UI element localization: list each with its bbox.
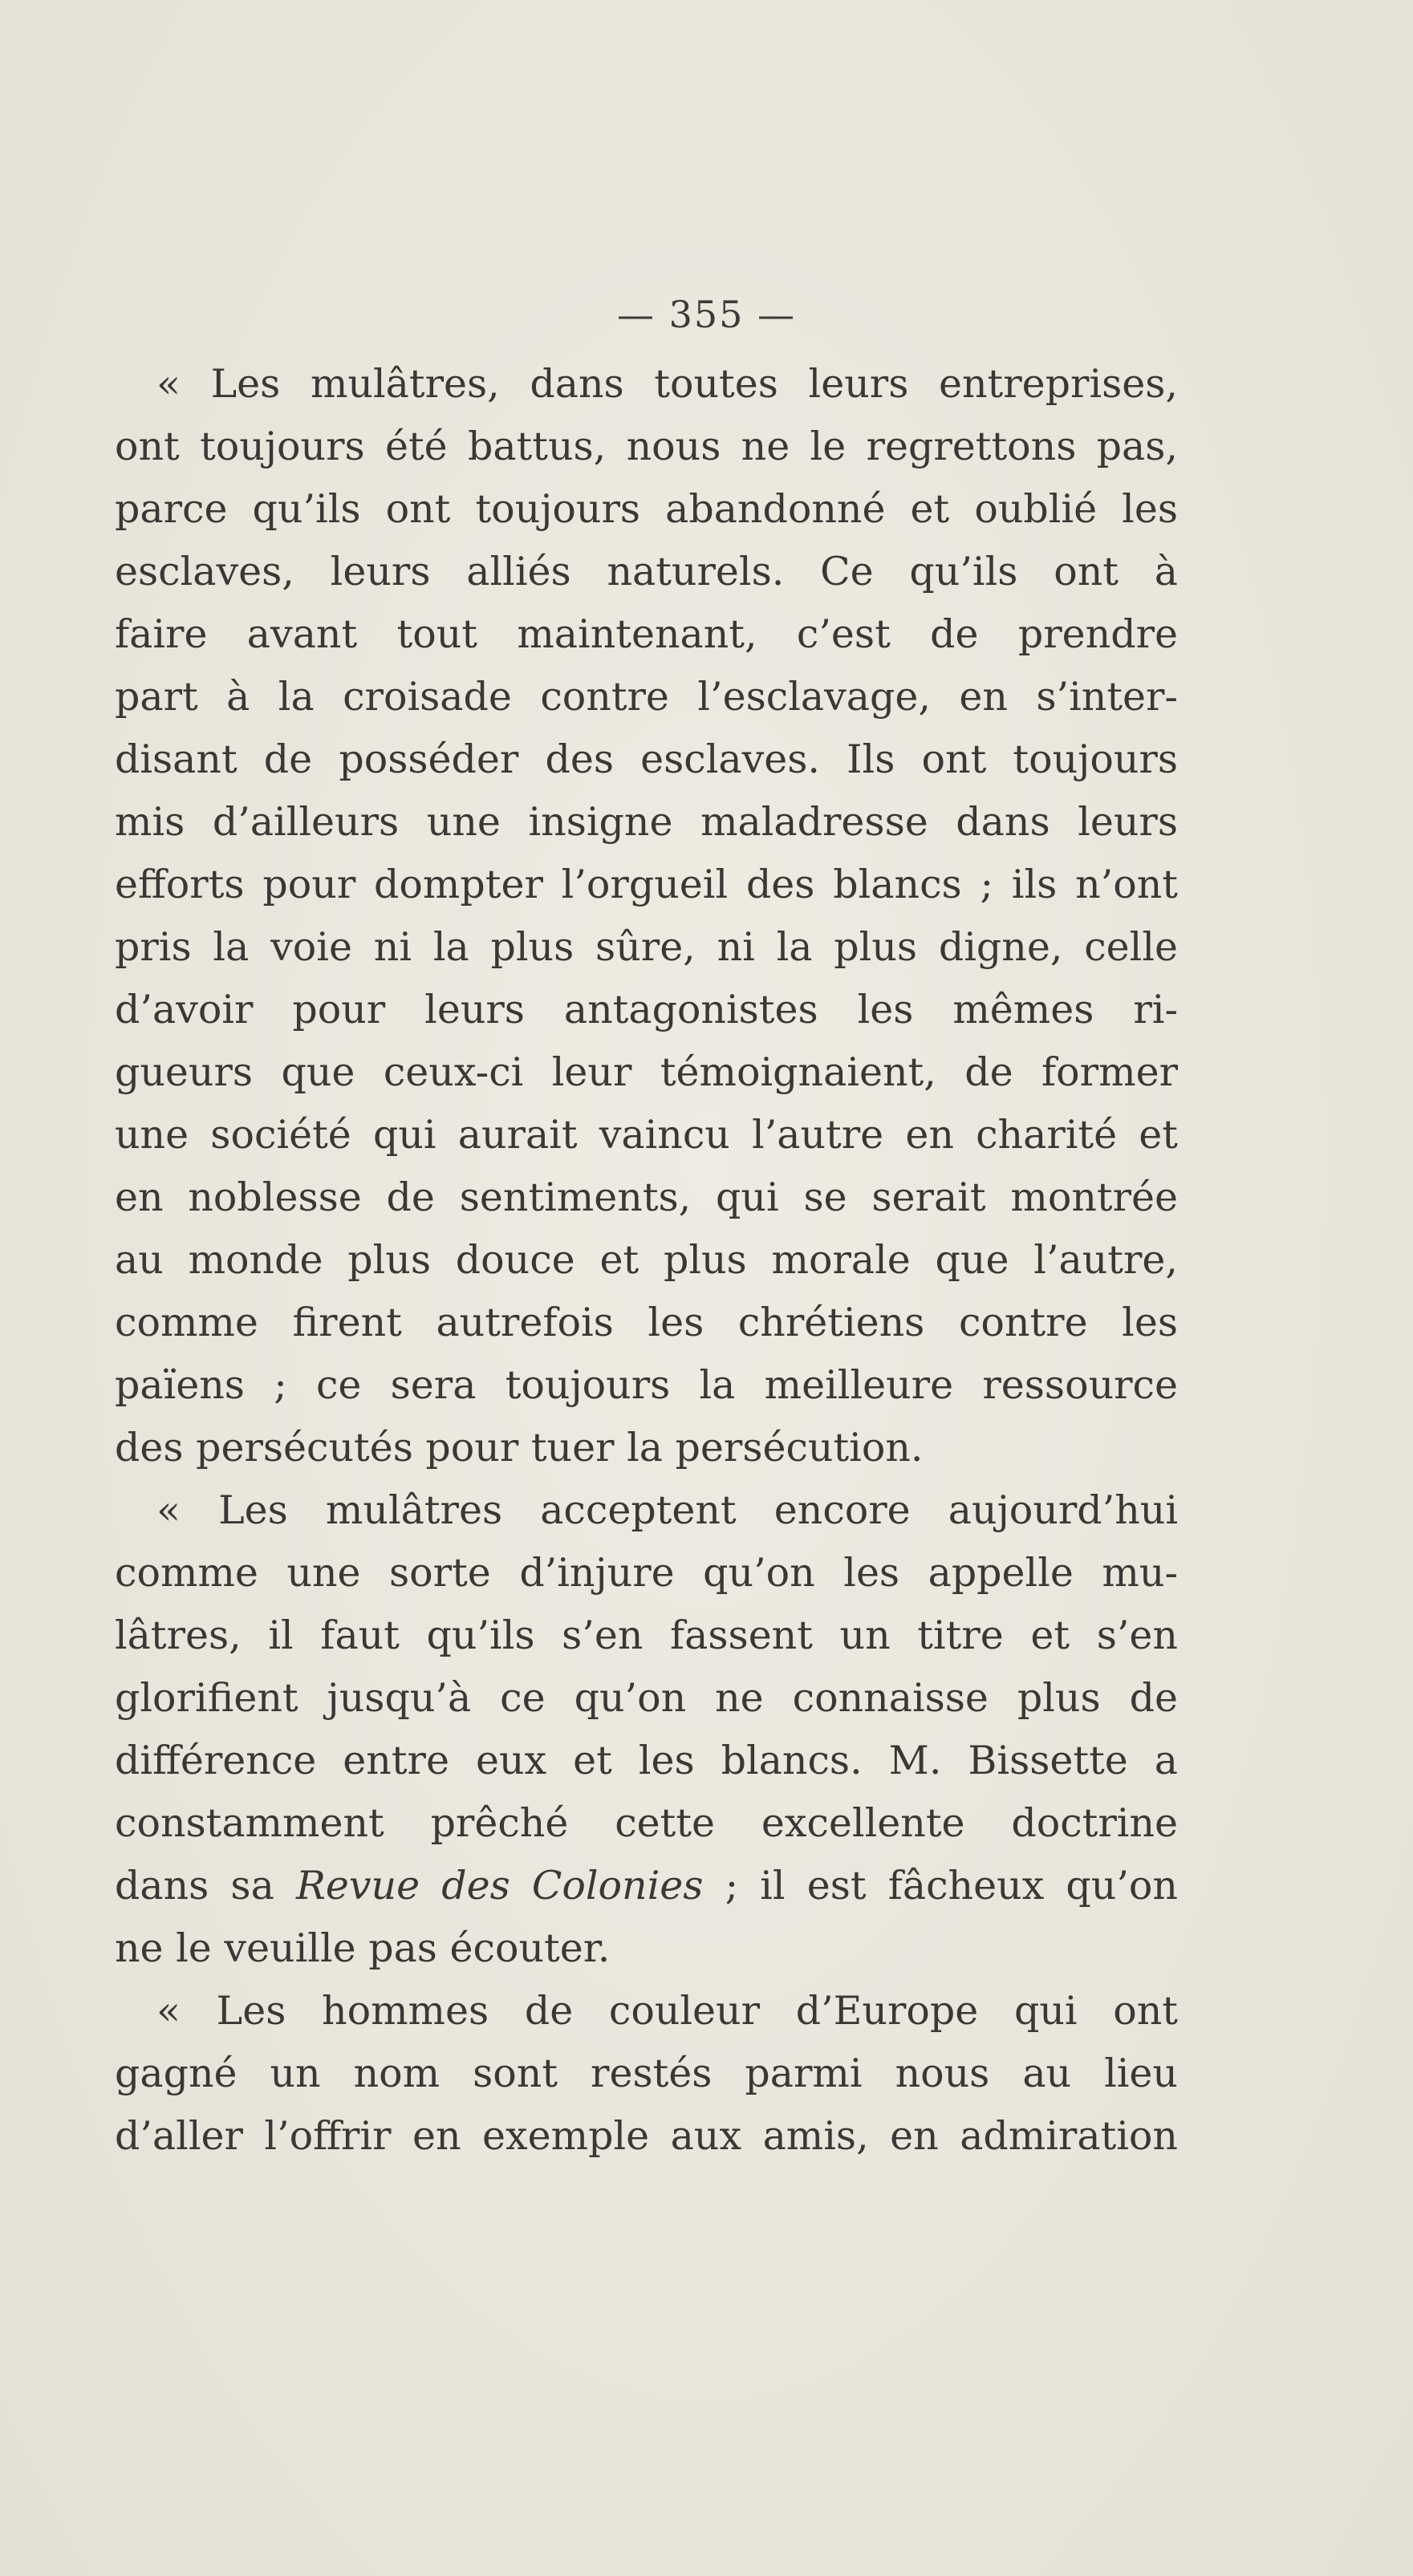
text-line: des persécutés pour tuer la persécution. [115,1425,924,1471]
text-line: esclaves, leurs alliés naturels. Ce qu’ils ont à [115,549,1178,594]
text-line: comme une sorte d’injure qu’on les appelle mu- [115,1550,1178,1596]
text-line: faire avant tout maintenant, c’est de prendre [115,611,1178,657]
text-line: gueurs que ceux-ci leur témoignaient, de former [115,1049,1178,1095]
text-line: pris la voie ni la plus sûre, ni la plus digne, celle [115,924,1178,970]
text-line: ne le veuille pas écouter. [115,1925,611,1971]
text-line: au monde plus douce et plus morale que l’autre, [115,1237,1178,1283]
text-line: différence entre eux et les blancs. M. Bissette a [115,1738,1178,1783]
text-line: « Les mulâtres acceptent encore aujourd’hui [156,1487,1178,1533]
text-line: gagné un nom sont restés parmi nous au lieu [115,2051,1178,2096]
text-line: en noblesse de sentiments, qui se serait montrée [115,1174,1178,1220]
text-line: disant de posséder des esclaves. Ils ont toujours [115,736,1178,782]
text-line: constamment prêché cette excellente doctrine [115,1800,1178,1846]
text-line: une société qui aurait vaincu l’autre en charité et [115,1112,1178,1158]
text-line: mis d’ailleurs une insigne maladresse dans leurs [115,799,1178,845]
text-line: glorifient jusqu’à ce qu’on ne connaisse plus de [115,1675,1178,1721]
page-number: — 355 — [616,293,797,336]
body-text [115,353,1178,2168]
text-line: d’avoir pour leurs antagonistes les mêmes ri- [115,987,1178,1032]
text-line: païens ; ce sera toujours la meilleure ressource [115,1362,1178,1408]
journal-title: Revue des Colonies [295,1863,704,1909]
text-line: parce qu’ils ont toujours abandonné et oublié les [115,486,1178,532]
text-line: « Les mulâtres, dans toutes leurs entreprises, [156,361,1178,407]
text-line: efforts pour dompter l’orgueil des blancs ; ils n’ont [115,862,1178,907]
text-line: lâtres, il faut qu’ils s’en fassent un titre et s’en [115,1613,1178,1658]
text-line: ont toujours été battus, nous ne le regrettons pas, [115,424,1178,469]
text-fragment: dans sa [115,1863,296,1909]
text-line: part à la croisade contre l’esclavage, en s’inter- [115,674,1178,720]
text-line: d’aller l’offrir en exemple aux amis, en admiration [115,2113,1178,2159]
text-line: comme firent autrefois les chrétiens contre les [115,1300,1178,1345]
text-fragment: ; il est fâcheux qu’on [703,1863,1178,1909]
text-line: « Les hommes de couleur d’Europe qui ont [156,1988,1178,2034]
text-line-with-italic-title [115,1855,1178,1917]
